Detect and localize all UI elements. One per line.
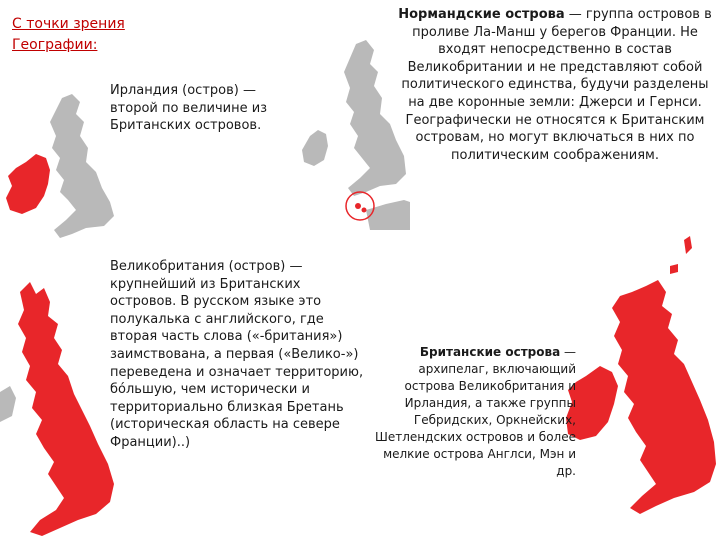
map-ireland-highlighted [0,92,118,242]
map-great-britain-highlighted [0,252,118,540]
ireland-description [110,82,300,135]
british-isles-description [370,344,576,480]
great-britain-term: Великобритания (остров) [110,259,286,274]
map-british-isles-highlighted [566,236,720,540]
channel-islands-rest: — группа островов в проливе Ла-Манш у берегов Франции. Не входят непосредственно в состав Великобритании и не представляют собой политического единства, будучи разделены на две коронные земли: Джерси и Гернси. Географически не относятся к Британским островам, но могут включаться в них по политическим соображениям. [401,7,712,163]
channel-islands-term: Нормандские острова [398,7,565,22]
ireland-term: Ирландия (остров) [110,83,239,98]
slide-title: С точки зрения Географии: [12,16,125,53]
british-isles-rest: — архипелаг, включающий острова Великобритания и Ирландия, а также группы Гебридских, Оркнейских, Шетлендских островов и более мелкие острова Англси, Мэн и др. [375,345,576,478]
great-britain-description [110,258,365,452]
map-channel-islands [300,40,410,230]
channel-islands-description [396,6,714,164]
great-britain-rest: — крупнейший из Британских островов. В русском языке это полукалька с английского, где вторая часть слова («-британия») заимствована, а первая («Велико-») переведена и означает территорию, бóльшую, чем исторически и территориально близкая Бретань (историческая область на севере Франции)..) [110,259,364,450]
british-isles-term: Британские острова [419,345,561,359]
ireland-rest: — второй по величине из Британских островов. [110,83,268,134]
